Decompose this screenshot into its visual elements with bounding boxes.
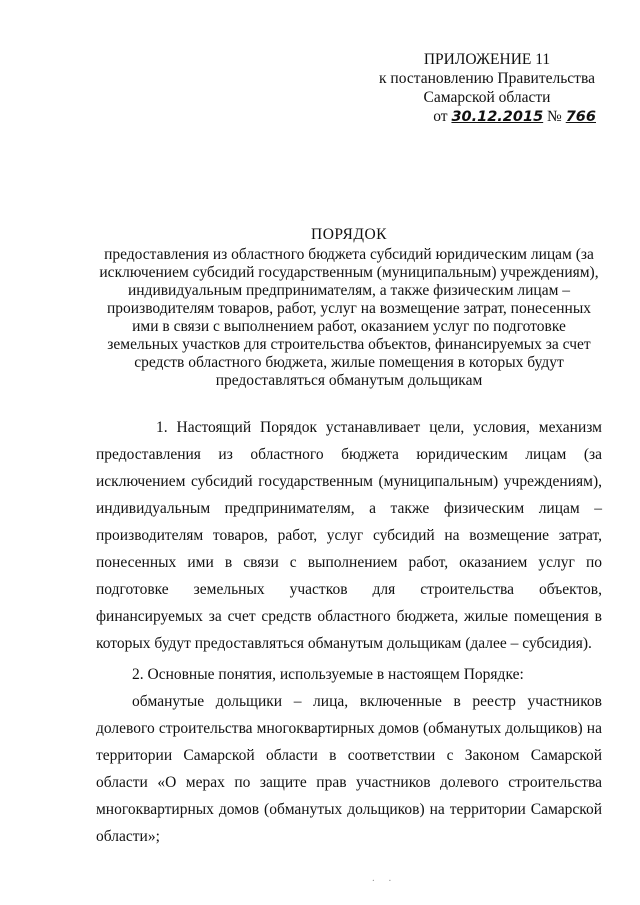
appendix-title: ПРИЛОЖЕНИЕ 11	[423, 51, 551, 68]
appendix-region-line: Самарской области	[423, 89, 551, 106]
appendix-resolution-line: к постановлению Правительства	[379, 70, 595, 87]
paragraph-1: 1. Настоящий Порядок устанавливает цели, условия, механизм предоставления из областного бюджета юридическим лицам (за исключением субсидий государственным (муниципальным) учреждениям), индивидуальным предпринимателям, а также физическим лицам – производителям товаров, работ, услуг субсидий на возмещение затрат, понесенных ими в связи с выполнением работ, оказанием услуг по подготовке земельных участков для строительства объектов, финансируемых за счет средств областного бюджета, жилые помещения в которых будут предоставляться обманутым дольщикам (далее – субсидия).	[96, 419, 602, 652]
appendix-date-number-line	[372, 107, 602, 127]
document-body	[96, 414, 602, 850]
document-heading: ПОРЯДОК	[311, 226, 387, 243]
scan-artifact: . .	[372, 872, 392, 884]
number-sign: №	[547, 108, 562, 125]
document-subtitle: предоставления из областного бюджета субсидий юридическим лицам (за исключением субсидий государственным (муниципальным) учреждениям), индивидуальным предпринимателям, а также физическим лицам – производителям товаров, работ, услуг на возмещение затрат, понесенных ими в связи с выполнением работ, оказанием услуг по подготовке земельных участков для строительства объектов, финансируемых за счет средств областного бюджета, жилые помещения в которых будут предоставляться обманутым дольщикам	[99, 246, 599, 389]
paragraph-2: 2. Основные понятия, используемые в настоящем Порядке:	[132, 666, 524, 683]
handwritten-date: 30.12.2015	[451, 109, 544, 125]
handwritten-number: 766	[565, 109, 596, 125]
document-title-block	[96, 226, 602, 390]
paragraph-3: обманутые дольщики – лица, включенные в реестр участников долевого строительства многоквартирных домов (обманутых дольщиков) на территории Самарской области в соответствии с Законом Самарской области «О мерах по защите прав участников долевого строительства многоквартирных домов (обманутых дольщиков) на территории Самарской области»;	[96, 693, 602, 845]
from-label: от	[433, 108, 448, 125]
appendix-header	[372, 50, 602, 127]
